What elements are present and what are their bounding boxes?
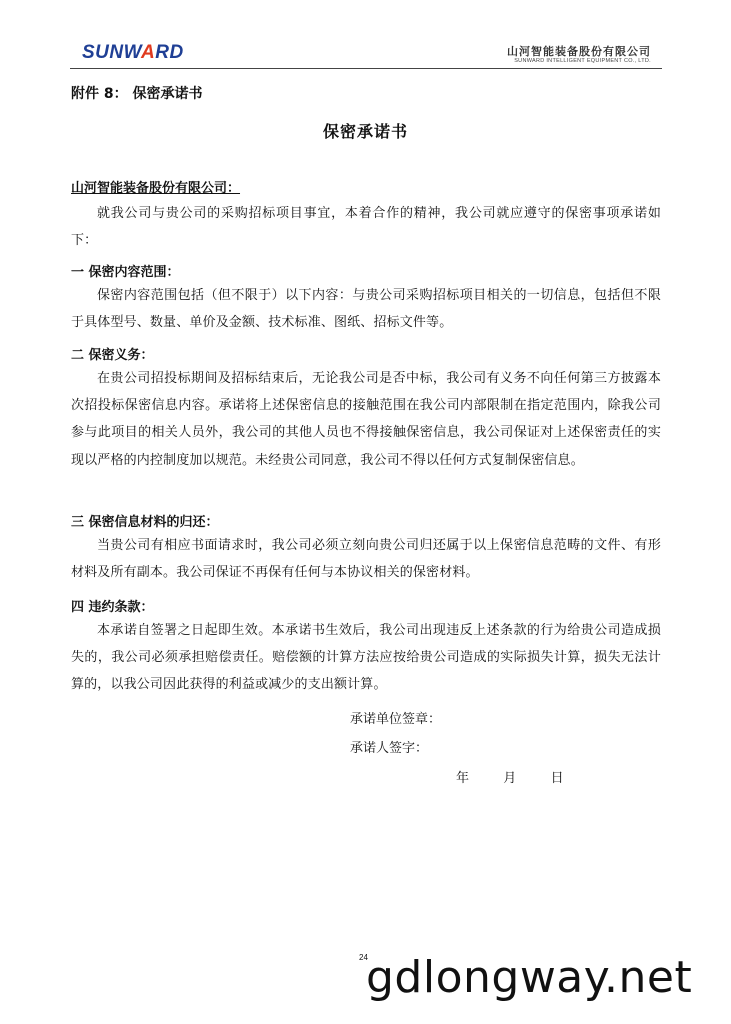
document-title: 保密承诺书 — [322, 122, 408, 141]
logo-text-accent: A — [141, 42, 156, 63]
attachment-label: 附件 8： 保密承诺书 — [71, 86, 203, 102]
sunward-logo — [82, 42, 184, 64]
section-2-heading: 二 保密义务： — [71, 348, 154, 363]
section-4-body: 本承诺自签署之日起即生效。本承诺书生效后，我公司出现违反上述条款的行为给贵公司造成损失的，我公司必须承担赔偿责任。赔偿额的计算方法应按给贵公司造成的实际损失计算，损失无法计算的，以我公司因此获得的利益或减少的支出额计算。 — [71, 623, 661, 693]
page-number: 24 — [359, 953, 368, 962]
date-day: 日 — [550, 771, 564, 786]
section-3-body: 当贵公司有相应书面请求时，我公司必须立刻向贵公司归还属于以上保密信息范畴的文件、有形材料及所有副本。我公司保证不再保有任何与本协议相关的保密材料。 — [71, 538, 661, 581]
section-1-heading: 一 保密内容范围： — [71, 265, 180, 280]
intro-paragraph: 就我公司与贵公司的采购招标项目事宜，本着合作的精神，我公司就应遵守的保密事项承诺如下： — [71, 206, 661, 249]
site-watermark: gdlongway.net — [366, 952, 693, 1003]
logo-text-end: RD — [155, 42, 184, 63]
section-2-body: 在贵公司招投标期间及招标结束后，无论我公司是否中标，我公司有义务不向任何第三方披露本次招投标保密信息内容。承诺将上述保密信息的接触范围在我公司内部限制在指定范围内，除我公司参与此项目的相关人员外，我公司的其他人员也不得接触保密信息，我公司保证对上述保密责任的实现以严格的内控制度加以规范。未经贵公司同意，我公司不得以任何方式复制保密信息。 — [71, 371, 661, 468]
date-year: 年 — [456, 771, 470, 786]
header-divider — [70, 68, 662, 69]
unit-seal-label: 承诺单位签章： — [350, 712, 442, 727]
company-name-en: SUNWARD INTELLIGENT EQUIPMENT CO., LTD. — [514, 58, 651, 64]
section-3-heading: 三 保密信息材料的归还： — [71, 515, 219, 530]
section-1-body: 保密内容范围包括（但不限于）以下内容：与贵公司采购招标项目相关的一切信息，包括但不限于具体型号、数量、单价及金额、技术标准、图纸、招标文件等。 — [71, 288, 661, 331]
recipient: 山河智能装备股份有限公司： — [71, 181, 241, 196]
logo-text-start: SUNW — [82, 42, 141, 63]
date-line — [456, 767, 564, 786]
section-4-heading: 四 违约条款： — [71, 600, 154, 615]
company-name-cn: 山河智能装备股份有限公司 — [507, 45, 651, 58]
person-sign-label: 承诺人签字： — [350, 741, 429, 756]
date-month: 月 — [503, 771, 517, 786]
